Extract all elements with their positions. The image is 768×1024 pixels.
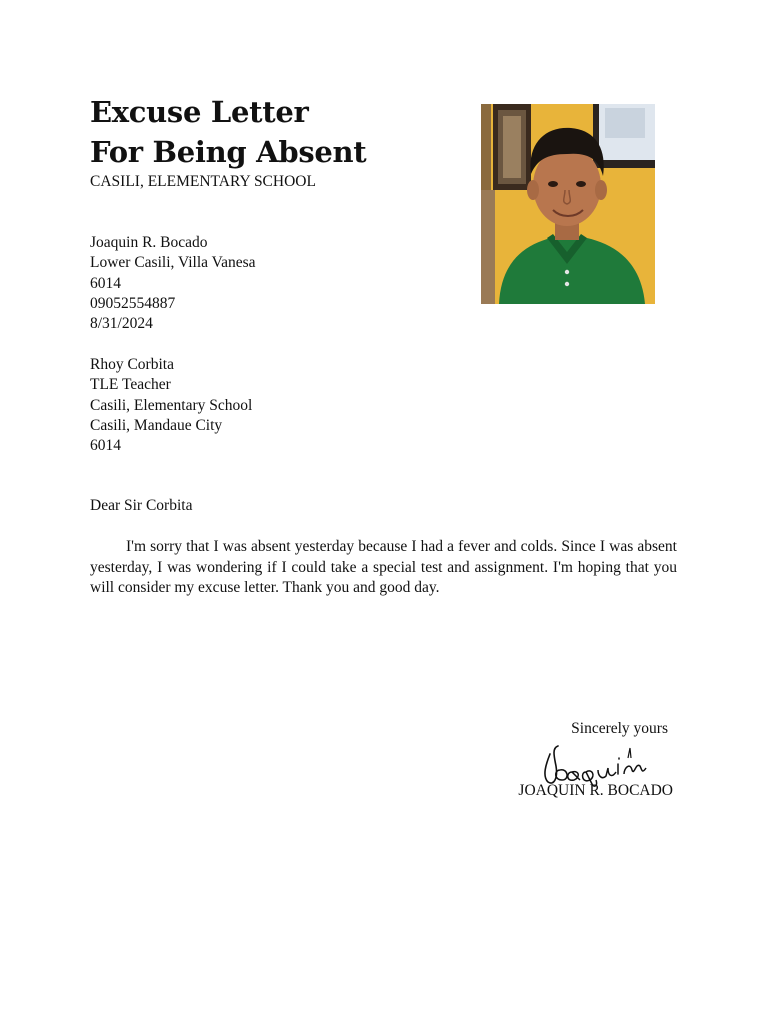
recipient-school: Casili, Elementary School [90,396,253,414]
student-portrait-photo-icon [481,104,655,304]
sender-date: 8/31/2024 [90,315,153,333]
school-header: CASILI, ELEMENTARY SCHOOL [90,173,316,190]
student-photo [481,104,655,304]
recipient-city: Casili, Mandaue City [90,416,223,434]
sender-zip: 6014 [90,274,121,292]
recipient-position: TLE Teacher [90,376,171,394]
letter-title [90,92,366,172]
sender-block [90,233,256,334]
closing: Sincerely yours [571,720,668,737]
title-line-2: For Being Absent [90,135,367,169]
recipient-zip: 6014 [90,437,121,455]
title-line-1: Excuse Letter [90,95,309,129]
sender-address: Lower Casili, Villa Vanesa [90,254,256,272]
salutation: Dear Sir Corbita [90,497,193,514]
signer-name: JOAQUIN R. BOCADO [518,782,673,799]
letter-body: I'm sorry that I was absent yesterday because I had a fever and colds. Since I was absent yesterday, I was wondering if I could take a special test and assignment. I'm hoping that you will consider my excuse letter. Thank you and good day. [90,538,677,596]
recipient-name: Rhoy Corbita [90,356,174,373]
recipient-block [90,355,252,456]
sender-name: Joaquin R. Bocado [90,234,208,251]
sender-phone: 09052554887 [90,294,176,312]
